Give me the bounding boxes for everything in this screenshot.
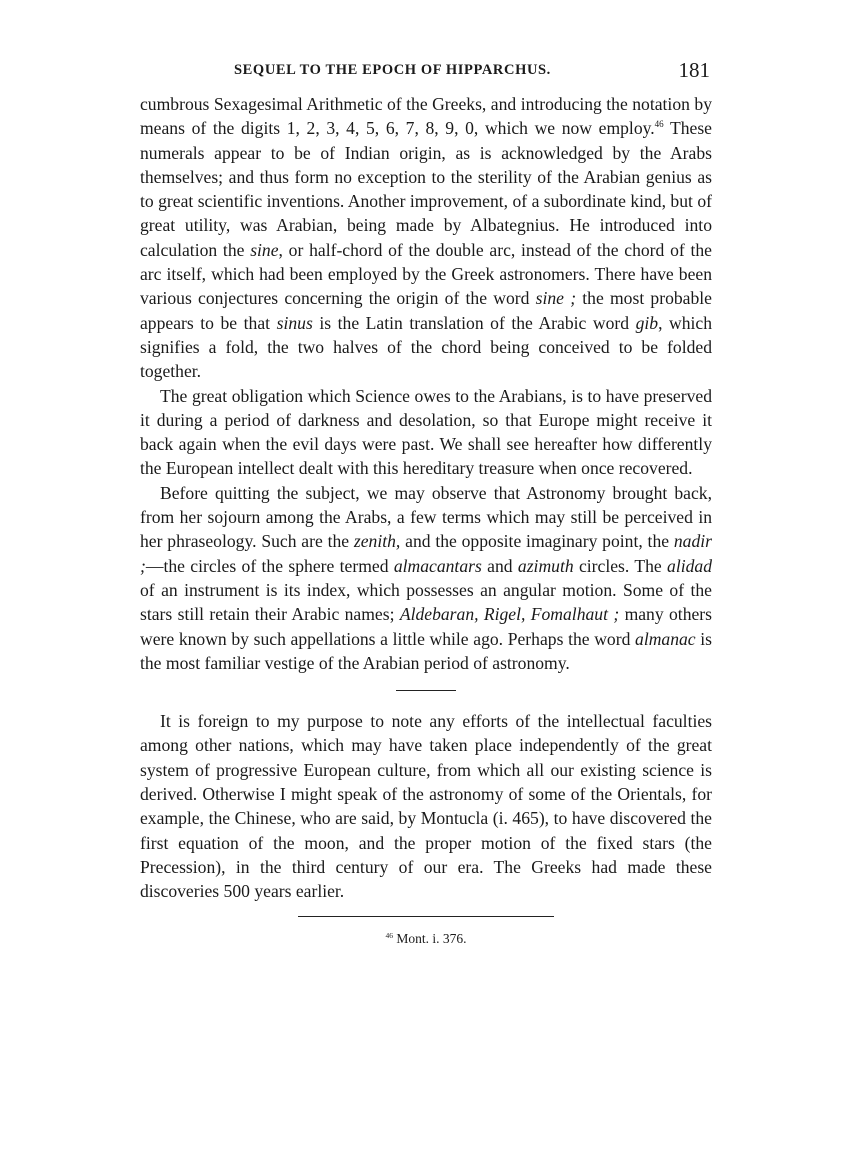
text-run: Before quitting the subject, we may observe that Astronomy brought back, from her sojourn among the Arabs, a few terms which may still be perceived in her phraseology. Such are the — [140, 482, 712, 552]
text-run: , which signifies a fold, the two halves of the chord being conceived to be folded together. — [140, 312, 713, 382]
footnote-text: Mont. i. 376. — [392, 930, 467, 946]
footnote-reference: 46 — [654, 119, 664, 130]
text-run: and — [481, 555, 518, 576]
running-title: SEQUEL TO THE EPOCH OF HIPPARCHUS. — [234, 62, 551, 78]
paragraph-arabic-numerals — [140, 92, 712, 384]
emphasis-gib: gib — [635, 312, 659, 333]
running-head — [140, 58, 712, 92]
text-run: many others were known by such appellations a little while ago. Perhaps the word — [140, 604, 713, 649]
emphasis-azimuth: azimuth — [517, 555, 574, 576]
text-run: of an instrument is its index, which possesses an angular motion. Some of the stars still retain their Arabic names; — [140, 579, 712, 625]
emphasis-sinus: sinus — [276, 312, 313, 333]
text-run: is the Latin translation of the Arabic word — [312, 312, 636, 333]
text-run: circles. The — [573, 555, 668, 576]
emphasis-alidad: alidad — [667, 555, 712, 576]
emphasis-star-names: Aldebaran, Rigel, Fomalhaut ; — [399, 604, 620, 625]
footnote-divider — [298, 916, 554, 917]
paragraph-oriental-astronomy: It is foreign to my purpose to note any efforts of the intellectual faculties among other nations, which may have taken place independently of the great system of progressive European culture, from which all our existing science is derived. Otherwise I might speak of the astronomy of some of the Orientals, for example, the Chinese, who are said, by Montucla (i. 465), to have discovered the first equation of the moon, and the proper motion of the fixed stars (the Precession), in the third century of our era. The Greeks had made these discoveries 500 years earlier. — [140, 711, 712, 902]
text-run: These numerals appear to be of Indian origin, as is acknowledged by the Arabs themselves; and thus form no exception to the sterility of the Arabian genius as to great scientific inventions. Another improvement, of a subordinate kind, but of great utility, was Arabian, being made by Albategnius. He introduced into calculation the — [140, 118, 712, 260]
emphasis-sine: sine ; — [535, 288, 577, 309]
page-body — [140, 92, 712, 951]
footnote-marker: 46 — [385, 930, 393, 940]
section-divider — [396, 690, 456, 691]
emphasis-nadir: nadir ; — [140, 531, 712, 576]
paragraph-arabic-terms — [140, 481, 712, 675]
paragraph-arabian-obligation: The great obligation which Science owes to the Arabians, is to have preserved it during a period of darkness and desolation, so that Europe might receive it back again when the evil days were past. We shall see hereafter how differently the European intellect dealt with this hereditary treasure when once recovered. — [140, 385, 712, 479]
text-run: , or half-chord of the double arc, instead of the chord of the arc itself, which had been employed by the Greek astronomers. There have been various conjectures concerning the origin of the word — [140, 239, 712, 309]
text-run: —the circles of the sphere termed — [145, 555, 394, 576]
book-page — [140, 58, 712, 951]
text-run: and the opposite imaginary point, the — [400, 531, 674, 552]
text-run: is the most familiar vestige of the Arabian period of astronomy. — [140, 628, 712, 673]
text-run: the most probable appears to be that — [140, 288, 712, 333]
page-number: 181 — [678, 58, 710, 82]
footnote — [140, 927, 712, 951]
emphasis-almanac: almanac — [635, 628, 696, 649]
emphasis-zenith: zenith, — [353, 531, 401, 552]
text-run: cumbrous Sexagesimal Arithmetic of the Greeks, and introducing the notation by means of the digits 1, 2, 3, 4, 5, 6, 7, 8, 9, 0, which we now employ. — [140, 94, 712, 139]
emphasis-sine: sine — [250, 239, 279, 260]
emphasis-almacantars: almacantars — [393, 555, 482, 576]
